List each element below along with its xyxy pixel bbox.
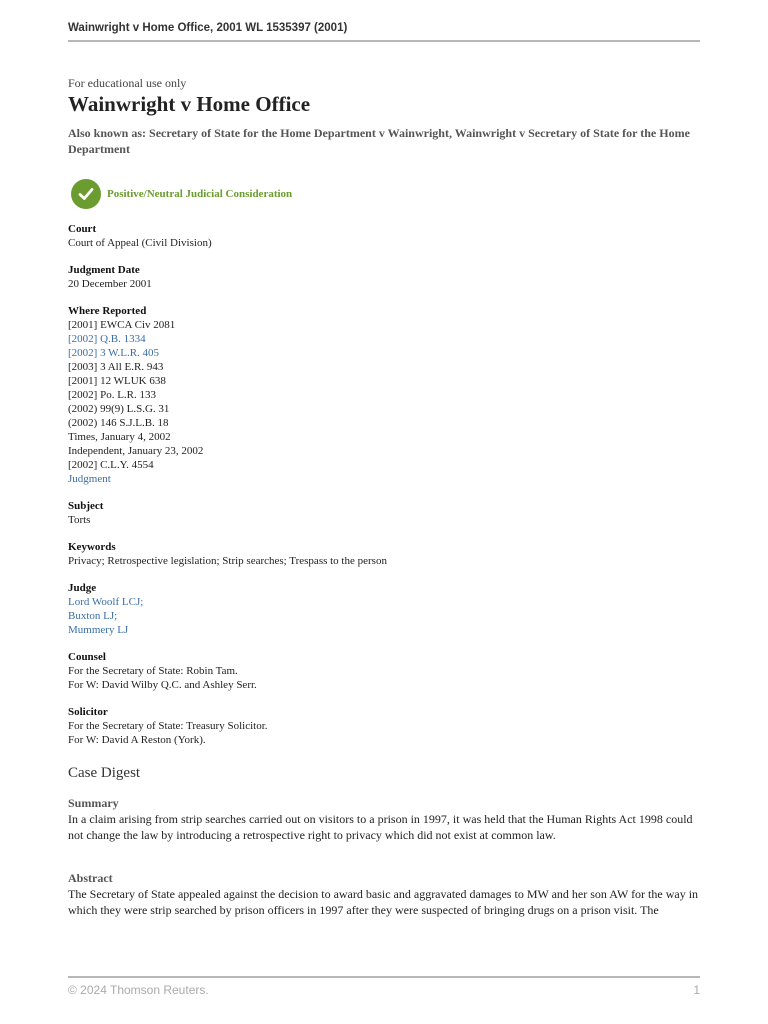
citation-link-qb[interactable]: [2002] Q.B. 1334 — [68, 333, 146, 345]
judge-link-buxton[interactable]: Buxton LJ; — [68, 610, 118, 622]
document-title: Wainwright v Home Office — [68, 92, 311, 116]
solicitor-item: For W: David A Reston (York). — [68, 734, 206, 746]
citation-item: (2002) 146 S.J.L.B. 18 — [68, 417, 169, 429]
solicitor-field — [68, 705, 704, 747]
judicial-consideration-label: Positive/Neutral Judicial Consideration — [107, 188, 293, 200]
checkmark-icon — [71, 179, 101, 209]
solicitor-item: For the Secretary of State: Treasury Solicitor. — [68, 720, 268, 732]
court-label: Court — [68, 223, 97, 235]
citation-item: Times, January 4, 2002 — [68, 431, 171, 443]
spacer — [68, 843, 704, 861]
keywords-field — [68, 540, 704, 568]
subject-value: Torts — [68, 514, 91, 526]
running-header: Wainwright v Home Office, 2001 WL 1535397 (2001) — [68, 22, 700, 42]
solicitor-label: Solicitor — [68, 706, 108, 718]
page-footer — [68, 976, 700, 997]
citation-link-wlr[interactable]: [2002] 3 W.L.R. 405 — [68, 347, 160, 359]
judgment-link[interactable]: Judgment — [68, 473, 111, 485]
citation-item: Independent, January 23, 2002 — [68, 445, 204, 457]
citation-item: [2002] Po. L.R. 133 — [68, 389, 156, 401]
document-body — [68, 76, 704, 918]
court-field — [68, 222, 704, 250]
counsel-field — [68, 650, 704, 692]
judge-link-mummery[interactable]: Mummery LJ — [68, 624, 129, 636]
judge-field — [68, 581, 704, 637]
judgment-date-field — [68, 263, 704, 291]
counsel-item: For the Secretary of State: Robin Tam. — [68, 665, 238, 677]
judgment-date-label: Judgment Date — [68, 264, 140, 276]
counsel-item: For W: David Wilby Q.C. and Ashley Serr. — [68, 679, 257, 691]
judgment-date-value: 20 December 2001 — [68, 278, 152, 290]
case-digest-heading: Case Digest — [68, 765, 141, 781]
court-value: Court of Appeal (Civil Division) — [68, 237, 212, 249]
summary-heading: Summary — [68, 796, 119, 810]
citation-item: [2003] 3 All E.R. 943 — [68, 361, 164, 373]
summary-text: In a claim arising from strip searches carried out on visitors to a prison in 1997, it was held that the Human Rights Act 1998 could not change the law by introducing a retrospective right to privacy which did not exist at common law. — [68, 812, 693, 842]
citation-item: [2001] EWCA Civ 2081 — [68, 319, 176, 331]
citation-item: [2001] 12 WLUK 638 — [68, 375, 166, 387]
judicial-consideration-flag[interactable] — [68, 179, 704, 209]
judge-label: Judge — [68, 582, 97, 594]
educational-use-note: For educational use only — [68, 76, 187, 90]
abstract-heading: Abstract — [68, 871, 113, 885]
counsel-label: Counsel — [68, 651, 106, 663]
subject-field — [68, 499, 704, 527]
where-reported-label: Where Reported — [68, 305, 147, 317]
citation-item: (2002) 99(9) L.S.G. 31 — [68, 403, 170, 415]
copyright-text: © 2024 Thomson Reuters. — [68, 983, 209, 997]
judge-link-woolf[interactable]: Lord Woolf LCJ; — [68, 596, 144, 608]
keywords-value: Privacy; Retrospective legislation; Strip searches; Trespass to the person — [68, 555, 387, 567]
also-known-as: Also known as: Secretary of State for the Home Department v Wainwright, Wainwright v Secretary of State for the Home Department — [68, 126, 690, 156]
where-reported-field — [68, 304, 704, 486]
page-number: 1 — [693, 983, 700, 997]
keywords-label: Keywords — [68, 541, 116, 553]
abstract-text: The Secretary of State appealed against the decision to award basic and aggravated damages to MW and her son AW for the way in which they were strip searched by prison officers in 1997 after they were suspected of bringing drugs on a prison visit. The — [68, 887, 699, 917]
citation-item: [2002] C.L.Y. 4554 — [68, 459, 154, 471]
subject-label: Subject — [68, 500, 104, 512]
